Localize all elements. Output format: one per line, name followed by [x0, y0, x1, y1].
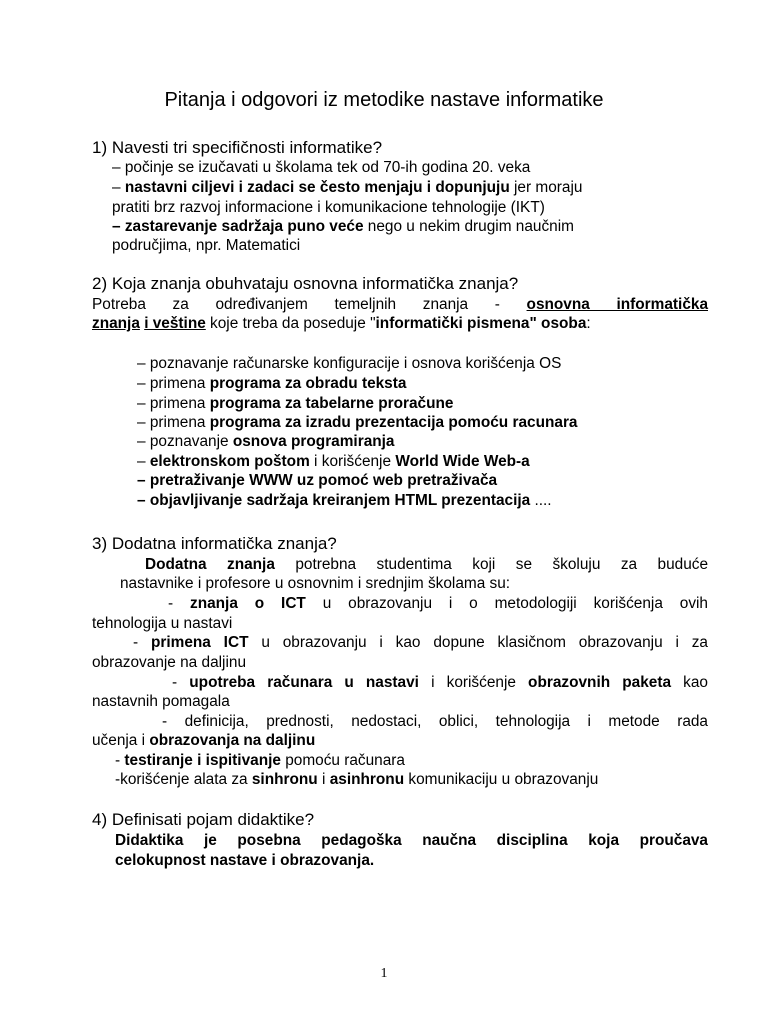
q2-p2-text: koje treba da poseduje "	[205, 315, 376, 332]
q3-line-8: nastavnih pomagala	[92, 693, 230, 710]
q1-line-4-bold: – zastarevanje sadržaja puno veće	[112, 218, 364, 235]
q3-line-11-dash: -	[115, 752, 125, 769]
q2-item-1	[137, 354, 561, 373]
q2-item-7-bold: – pretraživanje WWW uz pomoć web pretraživača	[137, 472, 498, 489]
q3-line-12-tail: komunikaciju u obrazovanju	[404, 771, 599, 788]
q3-line-3-dash: -	[168, 595, 190, 612]
q1-line-2-dash: –	[112, 179, 125, 196]
q2-item-6	[137, 452, 530, 471]
q3-line-1-bold: Dodatna znanja	[145, 556, 275, 573]
q2-item-6-bold-2: World Wide Web-a	[395, 453, 530, 470]
q1-line-2-tail: jer moraju	[509, 179, 583, 196]
q3-line-2: nastavnike i profesore u osnovnim i srednjim školama su:	[120, 575, 511, 592]
q2-item-3-bold: programa za tabelarne proračune	[209, 395, 454, 412]
q2-item-2	[137, 374, 406, 393]
question-2-heading: 2) Koja znanja obuhvataju osnovna informatička znanja?	[92, 274, 519, 293]
question-1-heading: 1) Navesti tri specifičnosti informatike?	[92, 138, 383, 157]
q3-line-7-bold-2: obrazovnih paketa	[528, 674, 672, 691]
q3-line-5-bold: primena ICT	[150, 634, 249, 651]
q4-line-1-bold: Didaktika je posebna pedagoška naučna disciplina koja proučava	[115, 832, 708, 849]
q1-line-3: pratiti brz razvoj informacione i komunikacione tehnologije (IKT)	[112, 199, 545, 216]
q3-line-11	[115, 751, 405, 770]
q2-item-7	[137, 471, 497, 490]
q3-line-11-text: pomoću računara	[280, 752, 405, 769]
q1-line-4	[112, 217, 574, 236]
q2-item-8-ellipsis: ....	[530, 492, 552, 509]
q1-line-2	[112, 178, 582, 197]
q2-item-6-dash: –	[137, 453, 150, 470]
q2-item-4	[137, 413, 578, 432]
q3-line-12-and: i	[317, 771, 330, 788]
q3-line-7-bold: upotreba računara u nastavi	[189, 674, 419, 691]
q2-paragraph-line-1	[92, 295, 708, 314]
question-3-heading: 3) Dodatna informatička znanja?	[92, 534, 337, 553]
q3-line-10	[92, 731, 315, 750]
q3-line-12-bold-2: asinhronu	[329, 771, 405, 788]
q4-line-1	[115, 831, 708, 850]
q2-item-5-bold: osnova programiranja	[232, 433, 395, 450]
q1-line-4-tail: nego u nekim drugim naučnim	[363, 218, 574, 235]
q2-p2-znanja: znanja	[92, 315, 140, 332]
q2-item-4-text: – primena	[137, 414, 210, 431]
q3-line-3	[168, 594, 708, 613]
q3-line-12-text: -korišćenje alata za	[115, 771, 252, 788]
q3-line-7-tail: kao	[671, 674, 708, 691]
q3-line-7-dash: -	[172, 674, 190, 691]
q3-line-10-bold: obrazovanja na daljinu	[149, 732, 316, 749]
q3-line-1-text: potrebna studentima koji se školuju za buduće	[274, 556, 709, 573]
q4-line-2	[115, 851, 374, 870]
q3-line-12	[115, 770, 598, 789]
q2-item-3-text: – primena	[137, 395, 210, 412]
q2-paragraph-line-2	[92, 314, 591, 333]
q2-p2-vestine: i veštine	[144, 315, 206, 332]
q3-line-7-text: i korišćenje	[418, 674, 529, 691]
q3-line-6: obrazovanje na daljinu	[92, 654, 247, 671]
q1-line-5: područjima, npr. Matematici	[112, 237, 301, 254]
question-4-heading: 4) Definisati pojam didaktike?	[92, 810, 315, 829]
q3-line-4: tehnologija u nastavi	[92, 615, 233, 632]
q2-item-6-text: i korišćenje	[309, 453, 396, 470]
document-title: Pitanja i odgovori iz metodike nastave informatike	[164, 89, 604, 111]
q2-item-2-text: – primena	[137, 375, 210, 392]
q3-line-11-bold: testiranje i ispitivanje	[124, 752, 281, 769]
q2-item-1-text: – poznavanje računarske konfiguracije i osnova korišćenja OS	[137, 355, 562, 372]
q1-line-1: – počinje se izučavati u školama tek od 70-ih godina 20. veka	[112, 159, 531, 176]
q3-line-10-text: učenja i	[92, 732, 150, 749]
q2-item-5	[137, 432, 395, 451]
q2-item-4-bold: programa za izradu prezentacija pomoću racunara	[209, 414, 578, 431]
q2-p2-bold: informatički pismena" osoba	[375, 315, 587, 332]
q2-p2-colon: :	[586, 315, 591, 332]
q3-line-5	[133, 633, 708, 652]
q3-line-5-text: u obrazovanju i kao dopune klasičnom obrazovanju i za	[248, 634, 708, 651]
q3-line-3-bold: znanja o ICT	[190, 595, 306, 612]
q1-line-2-bold: nastavni ciljevi i zadaci se često menjaju i dopunjuju	[124, 179, 510, 196]
q2-item-8-bold: – objavljivanje sadržaja kreiranjem HTML prezentacija	[137, 492, 531, 509]
q2-p1-text: Potreba za određivanjem temeljnih znanja -	[92, 296, 527, 313]
q2-item-3	[137, 394, 453, 413]
q3-line-9: - definicija, prednosti, nedostaci, oblici, tehnologija i metode rada	[162, 713, 708, 730]
q3-line-7	[172, 673, 708, 692]
q2-item-2-bold: programa za obradu teksta	[209, 375, 407, 392]
q2-p1-underlined: osnovna informatička	[526, 296, 708, 313]
q3-line-3-text: u obrazovanju i o metodologiji korišćenja ovih	[305, 595, 708, 612]
page-number: 1	[380, 966, 388, 981]
q2-item-6-bold: elektronskom poštom	[149, 453, 310, 470]
q3-line-5-dash: -	[133, 634, 151, 651]
q2-item-5-text: – poznavanje	[137, 433, 233, 450]
q4-line-2-bold: celokupnost nastave i obrazovanja.	[115, 852, 375, 869]
q2-item-8	[137, 491, 552, 510]
q3-line-12-bold: sinhronu	[251, 771, 318, 788]
q3-line-1	[145, 555, 708, 574]
